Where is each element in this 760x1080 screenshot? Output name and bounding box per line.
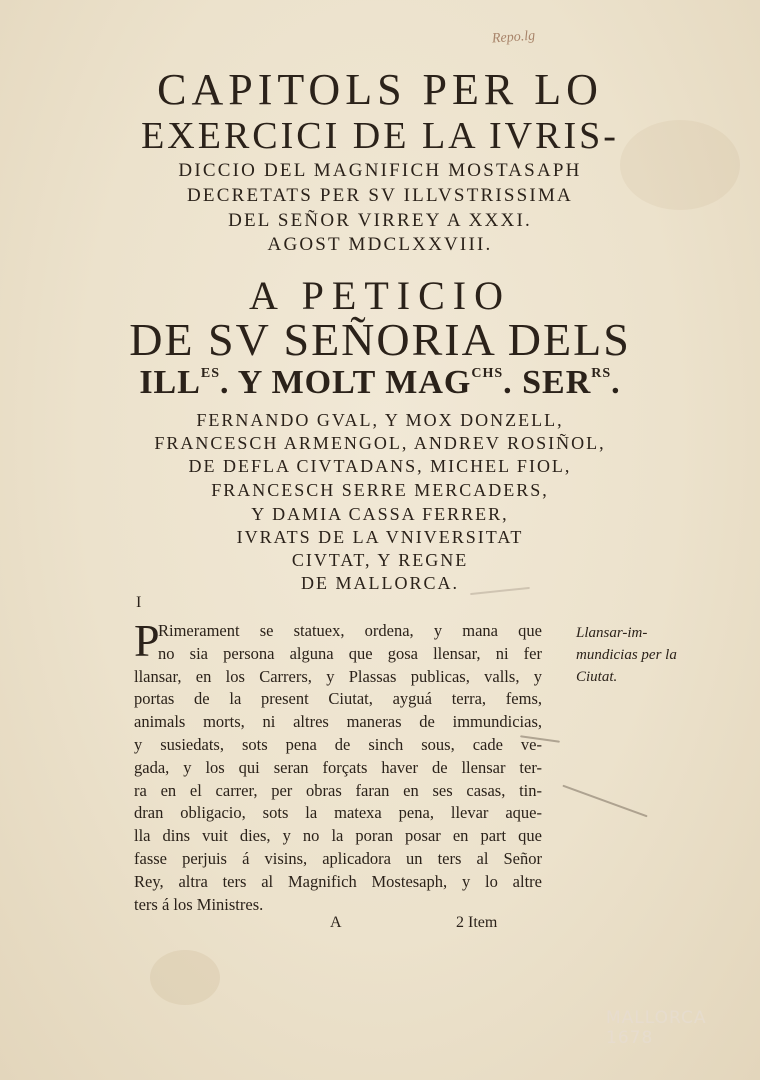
title-line-2: EXERCICI DE LA IVRIS- xyxy=(141,115,619,157)
heading-line-3 xyxy=(0,364,760,402)
names-line: DE DEFLA CIVTADANS, MICHEL FIOL, xyxy=(188,456,572,476)
names-line: DE MALLORCA. xyxy=(301,573,459,593)
margin-note xyxy=(576,622,677,688)
body-line: llansar, en los Carrers, y Plassas publicas, valls, y xyxy=(134,666,542,686)
names-line: FERNANDO GVAL, Y MOX DONZELL, xyxy=(196,410,564,430)
title-line-1: CAPITOLS PER LO xyxy=(157,65,603,114)
margin-note-line: Llansar-im- xyxy=(576,625,648,641)
title-line-4: DECRETATS PER SV ILLVSTRISSIMA xyxy=(187,185,573,206)
margin-note-line: Ciutat. xyxy=(576,669,618,685)
heading-line-2: DE SV SEÑORIA DELS xyxy=(129,314,631,365)
names-line: IVRATS DE LA VNIVERSITAT xyxy=(236,527,524,547)
body-line: animals morts, ni altres maneras de immundicias, xyxy=(134,712,542,732)
title-line-6: AGOST MDCLXXVIII. xyxy=(267,234,493,255)
signature-mark: A xyxy=(330,914,342,931)
body-line: portas de la present Ciutat, ayguá terra, fems, xyxy=(134,689,542,709)
heading-superscript: RS xyxy=(591,366,612,381)
names-line: FRANCESCH SERRE MERCADERS, xyxy=(211,480,549,500)
body-line: lla dins vuit dies, y no la poran posar en part que xyxy=(134,826,542,846)
ink-smudge xyxy=(562,785,647,818)
heading-superscript: ES xyxy=(200,366,221,381)
paper-stain xyxy=(150,950,220,1005)
heading-superscript: CHS xyxy=(471,366,504,381)
title-line-5: DEL SEÑOR VIRREY A XXXI. xyxy=(228,210,532,231)
heading-line-3-part: . SER xyxy=(503,364,592,401)
margin-note-line: mundicias per la xyxy=(576,647,677,663)
catchword: 2 Item xyxy=(456,914,498,931)
body-text xyxy=(134,615,542,916)
library-stamp: MALLORCA 1678 xyxy=(606,1008,707,1048)
title-line-3: DICCIO DEL MAGNIFICH MOSTASAPH xyxy=(178,160,582,181)
names-line: FRANCESCH ARMENGOL, ANDREV ROSIÑOL, xyxy=(154,433,606,453)
body-line: no sia persona alguna que gosa llensar, ni fer xyxy=(158,643,542,663)
heading-line-3-part: ILL xyxy=(139,364,201,401)
names-line: Y DAMIA CASSA FERRER, xyxy=(251,504,509,524)
body-line: dran obligacio, sots la matexa pena, llevar aque- xyxy=(134,803,542,823)
handwritten-note: Repo.lg xyxy=(491,28,536,47)
body-line: ra en el carrer, per obras faran en ses casas, tin- xyxy=(134,780,542,800)
heading-line-3-part: . Y MOLT MAG xyxy=(220,364,472,401)
body-line: Rimerament se statuex, ordena, y mana que xyxy=(158,621,542,640)
body-line: y susiedats, sots pena de sinch sous, cade ve- xyxy=(134,734,542,754)
heading-line-3-part: . xyxy=(611,364,621,401)
drop-cap: P xyxy=(134,615,160,666)
names-line: CIVTAT, Y REGNE xyxy=(291,550,469,570)
body-line: ters á los Ministres. xyxy=(134,894,264,914)
body-line: Rey, altra ters al Magnifich Mostesaph, y lo altre xyxy=(134,871,542,891)
body-line: gada, y los qui seran forçats haver de llensar ter- xyxy=(134,757,542,777)
heading-line-1: A PETICIO xyxy=(249,273,511,318)
section-number: I xyxy=(136,594,142,611)
body-line: fasse perjuis á visins, aplicadora un ters al Señor xyxy=(134,848,542,868)
